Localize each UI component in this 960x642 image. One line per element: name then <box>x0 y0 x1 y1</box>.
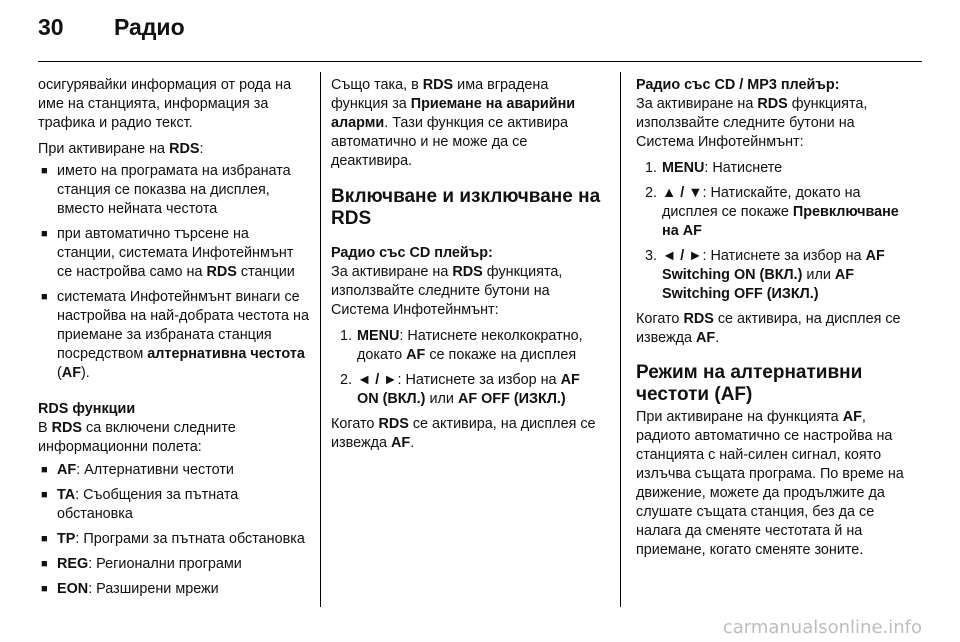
list-item: ■ името на програмата на избраната станция се показва на дисплея, вместо нейната честота <box>38 162 310 219</box>
rds-fields-list <box>38 461 310 599</box>
section-heading: Включване и изключване на RDS <box>331 186 601 229</box>
header-rule <box>38 61 922 62</box>
af-mode-paragraph: При активиране на функцията AF, радиото автоматично се настройва на станцията с най-силен сигнал, която излъчва същата програма. По време на движение, можете да продължите да слушате същата станция, без да се налага да сменяте честотата й на приемане, когато сменяте зоните. <box>636 409 904 558</box>
cd-after-paragraph: Когато RDS се активира, на дисплея се извежда AF. <box>331 416 596 451</box>
watermark: carmanualsonline.info <box>722 617 922 638</box>
column-divider-2 <box>620 72 621 607</box>
intro-paragraph: осигурявайки информация от рода на име на станцията, информация за трафика и радио текст. <box>38 77 292 131</box>
list-item: ■ при автоматично търсене на станции, системата Инфотейнмънт се настройва само на RDS станции <box>38 225 310 282</box>
column-divider-1 <box>320 72 321 607</box>
list-item: 3. ◄ / ►: Натиснете за избор на AF Switching ON (ВКЛ.) или AF Switching OFF (ИЗКЛ.) <box>645 248 885 302</box>
emergency-alarm-paragraph: Също така, в RDS има вградена функция за Приемане на аварийни аларми. Тази функция се активира автоматично и не може да се деактивира. <box>331 77 576 169</box>
mp3-player-intro: За активиране на RDS функцията, използвайте следните бутони на Система Инфотейнмънт: <box>636 96 868 150</box>
rds-benefits-list <box>38 162 310 383</box>
rds-functions-intro: В RDS са включени следните информационни полета: <box>38 420 236 455</box>
list-item: ■ EON: Разширени мрежи <box>38 580 310 599</box>
mp3-player-heading: Радио със CD / MP3 плейър: <box>636 77 840 93</box>
list-item: 2. ◄ / ►: Натиснете за избор на AF ON (ВКЛ.) или AF OFF (ИЗКЛ.) <box>340 372 580 407</box>
mp3-after-paragraph: Когато RDS се активира, на дисплея се извежда AF. <box>636 311 901 346</box>
page-header <box>38 14 185 54</box>
column-2 <box>331 76 603 460</box>
page-title: Радио <box>114 14 185 40</box>
list-item: 1. MENU: Натиснете <box>645 160 783 176</box>
cd-steps-list <box>331 327 603 409</box>
list-item: ■ TA: Съобщения за пътната обстановка <box>38 486 310 524</box>
activation-line: При активиране на RDS: <box>38 141 204 157</box>
mp3-steps-list <box>636 159 908 304</box>
column-3 <box>636 76 908 567</box>
rds-functions-heading: RDS функции <box>38 401 136 417</box>
column-1 <box>38 76 310 605</box>
page-number: 30 <box>38 14 64 40</box>
section-heading: Режим на алтернативни честоти (AF) <box>636 362 863 405</box>
list-item: 2. ▲ / ▼: Натискайте, докато на дисплея се покаже Превключване на AF <box>645 185 899 239</box>
list-item: ■ системата Инфотейнмънт винаги се настройва на най-добрата честота на приемане за избраната станция посредством алтернативна честота (AF). <box>38 288 310 383</box>
list-item: ■ TP: Програми за пътната обстановка <box>38 530 310 549</box>
cd-player-heading: Радио със CD плейър: <box>331 245 493 261</box>
cd-player-intro: За активиране на RDS функцията, използвайте следните бутони на Система Инфотейнмънт: <box>331 264 563 318</box>
list-item: ■ REG: Регионални програми <box>38 555 310 574</box>
list-item: ■ AF: Алтернативни честоти <box>38 461 310 480</box>
list-item: 1. MENU: Натиснете неколкократно, докато AF се покаже на дисплея <box>340 328 583 363</box>
